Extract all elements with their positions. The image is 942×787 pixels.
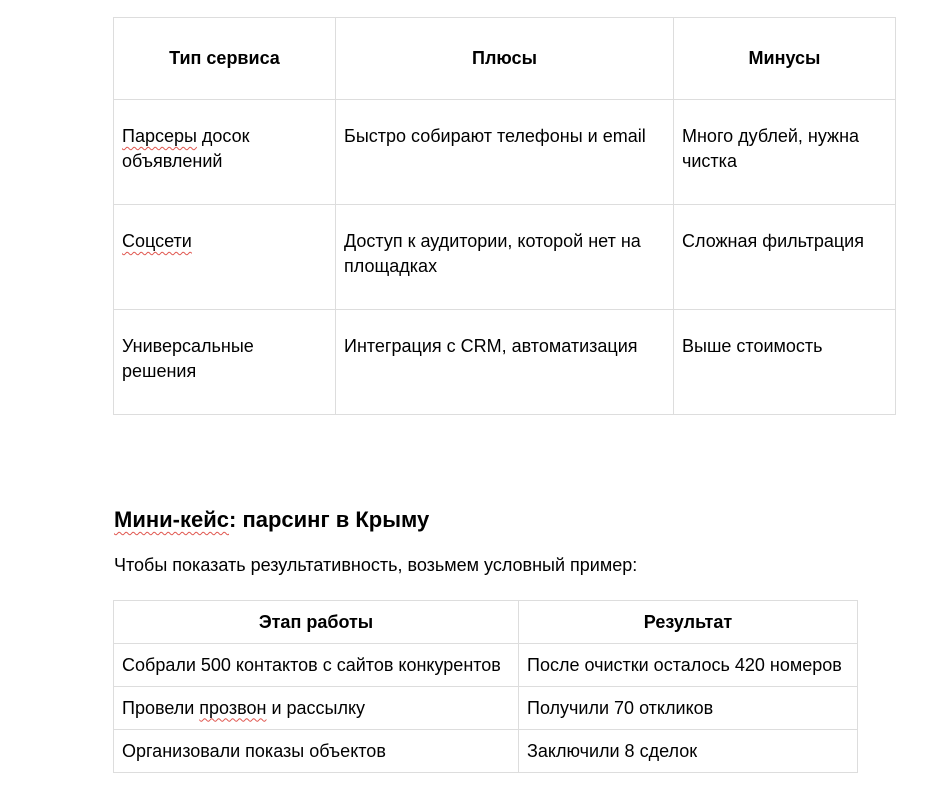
pros-cell: Интеграция с CRM, автоматизация [336, 310, 674, 415]
result-cell: Заключили 8 сделок [519, 730, 858, 773]
cell-text: Провели [122, 697, 200, 718]
table-header-row [114, 601, 858, 644]
stage-cell [114, 687, 519, 730]
case-intro-text: Чтобы показать результативность, возьмем условный пример: [114, 555, 638, 575]
header-pros: Плюсы [336, 18, 674, 100]
pros-cell: Быстро собирают телефоны и email [336, 100, 674, 205]
cons-cell: Много дублей, нужна чистка [674, 100, 896, 205]
misspelled-word: Соцсети [122, 231, 192, 251]
cell-text: досок объявлений [122, 126, 250, 171]
misspelled-word: Парсеры [122, 126, 197, 146]
case-results-table [113, 600, 858, 773]
table-row [114, 730, 858, 773]
service-type-cell [114, 205, 336, 310]
heading-text: : парсинг в Крыму [229, 507, 430, 532]
table-row [114, 205, 896, 310]
table-header-row [114, 18, 896, 100]
table-row [114, 687, 858, 730]
table-row [114, 310, 896, 415]
header-service-type: Тип сервиса [114, 18, 336, 100]
header-result: Результат [519, 601, 858, 644]
services-comparison-table [113, 17, 896, 415]
service-type-cell [114, 100, 336, 205]
case-heading [114, 505, 429, 535]
result-cell: После очистки осталось 420 номеров [519, 644, 858, 687]
header-stage: Этап работы [114, 601, 519, 644]
result-cell: Получили 70 откликов [519, 687, 858, 730]
table-row [114, 644, 858, 687]
table-row [114, 100, 896, 205]
cell-text: Универсальные решения [122, 336, 254, 381]
stage-cell: Организовали показы объектов [114, 730, 519, 773]
cons-cell: Выше стоимость [674, 310, 896, 415]
misspelled-word: прозвон [199, 697, 267, 718]
pros-cell: Доступ к аудитории, которой нет на площадках [336, 205, 674, 310]
cons-cell: Сложная фильтрация [674, 205, 896, 310]
cell-text: и рассылку [266, 697, 366, 718]
header-cons: Минусы [674, 18, 896, 100]
service-type-cell [114, 310, 336, 415]
misspelled-word: Мини-кейс [114, 507, 229, 532]
stage-cell: Собрали 500 контактов с сайтов конкурентов [114, 644, 519, 687]
